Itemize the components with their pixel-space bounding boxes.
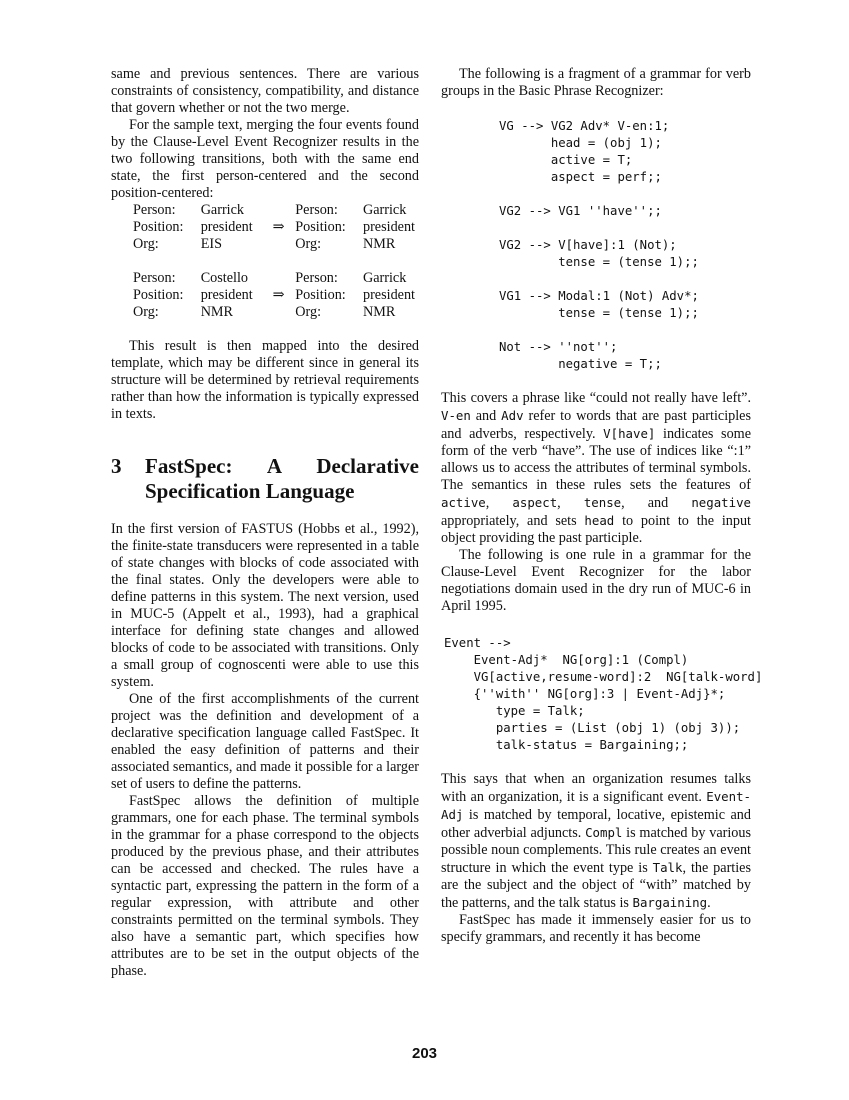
field-label: Position: [133,219,184,235]
section-number: 3 [111,454,122,478]
paragraph-fastspec-grammars: FastSpec allows the definition of multiple grammars, one for each phase. The terminal symbols in the grammar for a phase correspond to the objects produced by the previous phase, and their attributes can be accessed and checked. The rules have a syntactic part, expressing the pattern in the form of a regular expression, with attribute and other constraints permitted on the terminal symbols. They also have a semantic part, which specifies how attributes are to be set in the output objects of the phase. [111,793,419,979]
left-column [111,66,419,980]
paragraph-sample-text: For the sample text, merging the four events found by the Clause-Level Event Recognizer results in the two following transitions, both with the same end state, the first person-centered and the second position-centered: [111,117,419,201]
section-title-line2: Specification Language [145,479,355,503]
paragraph-fastspec-easier: FastSpec has made it immensely easier for us to specify grammars, and recently it has become [441,912,751,945]
paragraph-merge-constraints: same and previous sentences. There are various constraints of consistency, compatibility, and distance that govern whether or not the two merge. [111,66,419,116]
field-label: Org: [295,236,322,252]
section-title-word: Declarative [316,454,419,478]
field-label: Org: [133,304,159,320]
field-value: president [362,219,415,235]
field-label: Position: [295,287,346,303]
field-label: Person: [295,202,338,218]
field-value: NMR [362,304,396,320]
right-column [441,66,763,946]
field-value: president [200,287,253,303]
field-label: Position: [295,219,346,235]
field-label: Org: [133,236,159,252]
field-label: Person: [133,202,176,218]
field-value: Garrick [362,270,407,286]
transition-arrow-icon: ⇒ [272,219,285,235]
field-value: EIS [200,236,222,252]
field-value: Garrick [362,202,407,218]
paragraph-event-rule-explanation: This says that when an organization resumes talks with an organization, it is a significant event. Event-Adj is matched by temporal, locative, epistemic and other adverbial adjuncts. Compl is matched by various possible noun complements. This rule creates an event structure in which the event type is Talk, the parties are the subject and the object of “with” matched by the patterns, and the talk status is Bargaining. [441,771,751,911]
field-label: Person: [295,270,338,286]
field-label: Person: [133,270,176,286]
field-value: Garrick [200,202,245,218]
field-value: president [200,219,253,235]
section-title-word: A [266,454,283,478]
field-value: Costello [200,270,248,286]
section-heading [111,454,419,504]
field-label: Position: [133,287,184,303]
field-value: president [362,287,415,303]
paragraph-grammar-explanation: This covers a phrase like “could not really have left”. V-en and Adv refer to words that are past participles and adverbs, respectively. V[have] indicates some form of the verb “have”. The use of indices like “:1” allows us to access the attributes of terminal symbols. The semantics in these rules sets the features of active, aspect, tense, and negative appropriately, and sets head to point to the input object providing the past participle. [441,390,752,546]
transition-table-1 [133,202,419,253]
field-value: NMR [362,236,396,252]
code-block-event-rule: Event --> Event-Adj* NG[org]:1 (Compl) VG[active,resume-word]:2 NG[talk-word] {''with'' NG[org]:3 | Event-Adj}*; type = Talk; parties = (List (obj 1) (obj 3)); talk-status = Bargaining;; [444,636,763,752]
paragraph-event-rule-intro: The following is one rule in a grammar for the Clause-Level Event Recognizer for the labor negotiations domain used in the dry run of MUC-6 in April 1995. [441,547,751,614]
code-block-verb-group-grammar: VG --> VG2 Adv* V-en:1; head = (obj 1); active = T; aspect = perf;; VG2 --> VG1 ''have'';; VG2 --> V[have]:1 (Not); tense = (tense 1);; VG1 --> Modal:1 (Not) Adv*; tense = (tense 1);; Not --> ''not''; negative = T;; [499,119,699,371]
transitions-block [111,202,419,321]
paragraph-template-mapping: This result is then mapped into the desired template, which may be different since in general its structure will be determined by retrieval requirements rather than how the information is typically expressed in texts. [111,338,419,422]
paragraph-grammar-intro: The following is a fragment of a grammar for verb groups in the Basic Phrase Recognizer: [441,66,751,99]
paragraph-fastus-history: In the first version of FASTUS (Hobbs et al., 1992), the finite-state transducers were represented in a table of state changes with blocks of code associated with the final states. Only the developers were able to define patterns in this system. The next version, used in MUC-5 (Appelt et al., 1993), had a graphical interface for defining state changes and allowed blocks of code to be associated with transitions. Only a small group of cognoscenti were able to use this system. [111,521,419,690]
field-value: NMR [200,304,234,320]
transition-arrow-icon: ⇒ [272,287,285,303]
section-title-word: FastSpec: [145,454,233,478]
paragraph-fastspec-accomplishment: One of the first accomplishments of the current project was the definition and development of a declarative specification language called FastSpec. It enabled the easy definition of patterns and their associated semantics, and made it possible for a larger set of users to define the patterns. [111,691,419,792]
page-number: 203 [411,1045,438,1062]
transition-table-2 [133,270,419,321]
field-label: Org: [295,304,322,320]
